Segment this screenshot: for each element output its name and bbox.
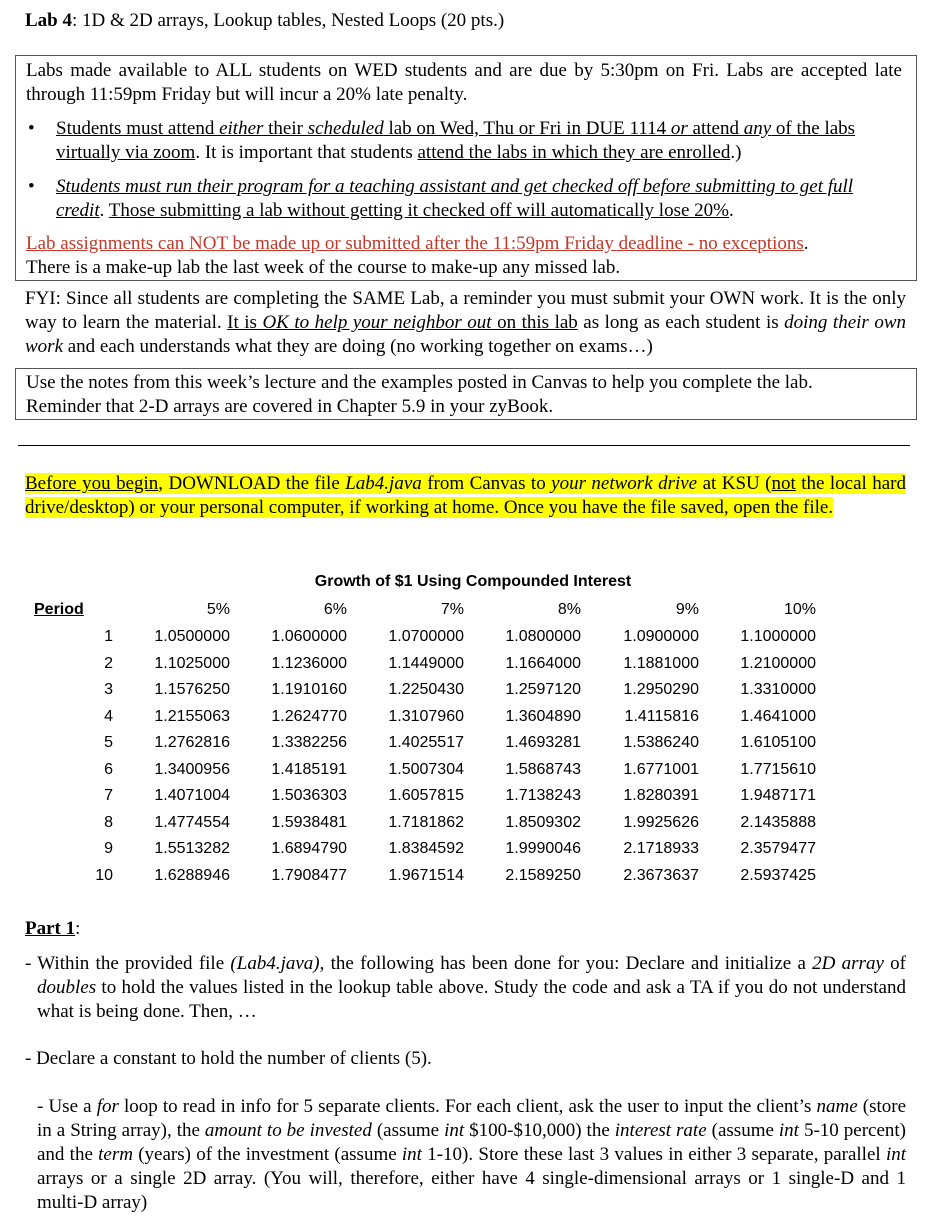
- growth-value-cell: 1.4071004: [154, 787, 230, 804]
- period-cell: 9: [104, 840, 113, 857]
- fyi-a: FYI: Since all students are completing the SAME Lab, a reminder you must submit your OWN work. It is the only way to learn the material.: [25, 288, 906, 333]
- growth-value-cell: 1.0500000: [154, 628, 230, 645]
- growth-value-cell: 1.6105100: [740, 734, 816, 751]
- b1-h: any: [743, 118, 772, 139]
- notes-line-1: Use the notes from this week’s lecture and the examples posted in Canvas to help you complete the lab.: [26, 372, 813, 393]
- growth-value-cell: 1.9925626: [623, 813, 699, 831]
- b1-c: their: [263, 118, 308, 139]
- growth-value-cell: 1.4641000: [740, 707, 816, 725]
- part1-heading: [25, 917, 80, 941]
- lab-title-text: : 1D & 2D arrays, Lookup tables, Nested Loops (20 pts.): [72, 10, 505, 31]
- growth-value-cell: 1.0900000: [623, 628, 699, 645]
- period-cell: 5: [104, 734, 113, 751]
- table-title: Growth of $1 Using Compounded Interest: [314, 573, 632, 590]
- p1-g: to hold the values listed in the lookup table above. Study the code and ask a TA if you do not understand what is being done. Then, …: [37, 977, 906, 1022]
- p1-f: doubles: [37, 977, 97, 998]
- b1-j: . It is important that students: [195, 142, 418, 163]
- part1-paragraph-1: [25, 952, 906, 1024]
- growth-value-cell: 1.6288946: [154, 866, 230, 884]
- p3-q: 1-10). Store these last 3 values in either 3 separate, parallel: [421, 1144, 886, 1165]
- rate-header: 7%: [440, 601, 464, 618]
- growth-value-cell: 1.1576250: [154, 681, 230, 698]
- p1-e: of: [883, 953, 906, 974]
- period-cell: 1: [104, 628, 113, 645]
- deadline-dot: .: [803, 233, 809, 254]
- rate-header: 5%: [206, 601, 230, 618]
- fyi-d: on this lab: [491, 312, 578, 333]
- b1-d: scheduled: [307, 118, 384, 139]
- growth-value-cell: 2.3579477: [740, 840, 816, 857]
- growth-value-cell: 1.8509302: [505, 813, 581, 831]
- b2-c: Those submitting a lab without getting it checked off will automatically lose 20%: [108, 200, 729, 221]
- p1-a: - Within the provided file: [25, 953, 231, 974]
- growth-value-cell: 1.6771001: [623, 760, 699, 778]
- p3-j: interest rate: [614, 1120, 707, 1141]
- dl-f: at KSU (: [697, 473, 772, 494]
- p3-d: name: [816, 1096, 858, 1117]
- bullet-icon: •: [28, 176, 35, 197]
- b1-b: either: [219, 118, 264, 139]
- b1-e: lab on Wed, Thu or Fri in DUE 1114: [383, 118, 671, 139]
- p3-o: (years) of the investment (assume: [132, 1144, 402, 1165]
- growth-value-cell: 1.3310000: [740, 681, 816, 698]
- p3-k: (assume: [706, 1120, 779, 1141]
- part1-paragraph-3: [25, 1095, 906, 1215]
- period-cell: 7: [104, 787, 113, 804]
- growth-value-cell: 1.0700000: [388, 628, 464, 645]
- bullet-icon: •: [28, 118, 35, 139]
- growth-value-cell: 1.4115816: [624, 707, 699, 725]
- growth-value-cell: 1.7715610: [740, 760, 816, 778]
- p3-b: for: [96, 1096, 119, 1117]
- dl-g: not: [771, 473, 796, 494]
- b1-g: attend: [687, 118, 744, 139]
- growth-value-cell: 2.1718933: [623, 840, 699, 857]
- dl-h: the local hard drive/desktop) or your personal computer, if working at home. Once you have the file saved, open the file.: [25, 473, 906, 518]
- growth-value-cell: 1.2950290: [623, 681, 699, 698]
- growth-value-cell: 1.4693281: [505, 734, 581, 751]
- growth-value-cell: 1.2250430: [388, 681, 464, 698]
- rate-header: 6%: [323, 601, 347, 618]
- notes-line-2: Reminder that 2-D arrays are covered in Chapter 5.9 in your zyBook.: [26, 396, 554, 417]
- period-header: Period: [34, 601, 84, 618]
- p3-g: (assume: [371, 1120, 445, 1141]
- p3-n: term: [98, 1144, 133, 1165]
- growth-value-cell: 1.1664000: [505, 654, 581, 672]
- growth-value-cell: 1.5868743: [505, 760, 581, 778]
- growth-value-cell: 1.1000000: [740, 628, 816, 645]
- lab-title: [25, 9, 504, 33]
- growth-value-cell: 1.3107960: [388, 707, 464, 725]
- growth-value-cell: 2.1589250: [505, 866, 581, 884]
- growth-value-cell: 1.3604890: [505, 707, 581, 725]
- p3-i: $100-$10,000) the: [464, 1120, 615, 1141]
- growth-value-cell: 1.2624770: [271, 707, 347, 725]
- growth-value-cell: 1.1910160: [271, 681, 347, 698]
- fyi-c: OK to help your neighbor out: [262, 312, 492, 333]
- compound-interest-table: [0, 570, 927, 890]
- growth-value-cell: 1.1881000: [623, 654, 699, 672]
- p3-e: (store in a String array), the: [37, 1096, 907, 1141]
- growth-value-cell: 1.6894790: [271, 840, 347, 857]
- growth-value-cell: 1.8280391: [623, 787, 699, 804]
- p3-p: int: [401, 1144, 422, 1165]
- p3-f: amount to be invested: [204, 1120, 372, 1141]
- growth-value-cell: 1.1449000: [388, 654, 464, 672]
- p1-d: 2D array: [812, 953, 884, 974]
- growth-value-cell: 1.4185191: [271, 760, 347, 778]
- growth-value-cell: 1.3400956: [154, 760, 230, 778]
- period-cell: 8: [104, 813, 113, 831]
- b1-k: attend the labs in which they are enrolled: [417, 142, 731, 163]
- growth-value-cell: 1.0800000: [505, 628, 581, 645]
- download-instructions: [25, 472, 906, 520]
- p3-c: loop to read in info for 5 separate clients. For each client, ask the user to input the client’s: [118, 1096, 817, 1117]
- growth-value-cell: 1.9990046: [505, 840, 581, 857]
- growth-value-cell: 1.2762816: [154, 734, 230, 751]
- p3-a: - Use a: [37, 1096, 97, 1117]
- part1-title: Part 1: [25, 918, 76, 939]
- b2-a: Students must run their program for a teaching assistant and get checked off before submitting to get full credit: [56, 176, 854, 221]
- growth-value-cell: 1.1025000: [154, 654, 230, 672]
- growth-value-cell: 1.4025517: [388, 734, 464, 751]
- period-cell: 4: [104, 707, 113, 725]
- period-cell: 6: [104, 760, 113, 778]
- fyi-e: as long as each student is: [577, 312, 785, 333]
- p1-b: (Lab4.java): [230, 953, 320, 974]
- growth-value-cell: 1.9487171: [740, 787, 816, 804]
- p3-r: int: [885, 1144, 906, 1165]
- b1-a: Students must attend: [56, 118, 220, 139]
- notes-box: [15, 368, 917, 420]
- growth-value-cell: 1.5007304: [388, 760, 464, 778]
- p3-s: arrays or a single 2D array. (You will, therefore, either have 4 single-dimensional arrays or 1 single-D and 1 multi-D array): [37, 1168, 906, 1213]
- fyi-paragraph: [25, 287, 906, 359]
- p3-m: 5-10 percent) and the: [37, 1120, 907, 1165]
- fyi-g: and each understands what they are doing (no working together on exams…): [63, 336, 653, 357]
- rate-header: 9%: [675, 601, 699, 618]
- growth-value-cell: 1.3382256: [271, 734, 347, 751]
- period-cell: 2: [104, 654, 113, 672]
- b1-f: or: [670, 118, 688, 139]
- dl-e: your network drive: [551, 473, 698, 494]
- growth-value-cell: 1.1236000: [271, 654, 347, 672]
- p1-c: , the following has been done for you: Declare and initialize a: [319, 953, 813, 974]
- growth-value-cell: 1.0600000: [271, 628, 347, 645]
- b1-i: of the labs virtually via zoom: [56, 118, 856, 163]
- lab-title-number: Lab 4: [25, 10, 72, 31]
- dl-d: from Canvas to: [421, 473, 552, 494]
- period-cell: 3: [104, 681, 113, 698]
- growth-value-cell: 1.7908477: [271, 866, 347, 884]
- deadline-warning: Lab assignments can NOT be made up or submitted after the 11:59pm Friday deadline - no exceptions: [26, 233, 804, 254]
- p3-h: int: [444, 1120, 465, 1141]
- growth-value-cell: 2.1435888: [740, 813, 816, 831]
- b2-d: .: [729, 200, 734, 221]
- growth-value-cell: 1.2597120: [505, 681, 581, 698]
- dl-b: , DOWNLOAD the file: [158, 473, 346, 494]
- growth-value-cell: 1.6057815: [388, 787, 464, 804]
- part1-paragraph-2: - Declare a constant to hold the number of clients (5).: [25, 1048, 432, 1069]
- dl-a: Before you begin: [25, 473, 159, 494]
- period-cell: 10: [95, 866, 113, 884]
- p3-l: int: [778, 1120, 799, 1141]
- part1-colon: :: [75, 918, 81, 939]
- section-divider: [18, 445, 910, 446]
- fyi-b: It is: [227, 312, 263, 333]
- growth-value-cell: 1.5938481: [271, 813, 347, 831]
- growth-value-cell: 1.5513282: [154, 840, 230, 857]
- growth-value-cell: 1.5386240: [623, 734, 699, 751]
- b1-l: .): [730, 142, 742, 163]
- rate-header: 8%: [557, 601, 581, 618]
- growth-value-cell: 1.9671514: [388, 866, 464, 884]
- no-makeup-warning: [26, 232, 906, 256]
- growth-value-cell: 1.7138243: [505, 787, 581, 804]
- makeup-lab-note: There is a make-up lab the last week of the course to make-up any missed lab.: [26, 257, 621, 278]
- fyi-f: doing their own work: [25, 312, 906, 357]
- b2-b: .: [99, 200, 109, 221]
- growth-value-cell: 2.3673637: [623, 866, 699, 884]
- policy-intro: Labs made available to ALL students on WED students and are due by 5:30pm on Fri. Labs are accepted late through 11:59pm Friday but will incur a 20% late penalty.: [26, 60, 902, 105]
- dl-c: Lab4.java: [345, 473, 422, 494]
- growth-value-cell: 1.7181862: [388, 813, 464, 831]
- rate-header: 10%: [783, 601, 816, 618]
- growth-value-cell: 1.4774554: [154, 813, 230, 831]
- growth-value-cell: 1.8384592: [388, 840, 464, 857]
- growth-value-cell: 1.2155063: [154, 707, 230, 725]
- growth-value-cell: 2.5937425: [740, 866, 816, 884]
- growth-value-cell: 1.5036303: [271, 787, 347, 804]
- growth-value-cell: 1.2100000: [740, 654, 816, 672]
- policy-box: [15, 55, 917, 281]
